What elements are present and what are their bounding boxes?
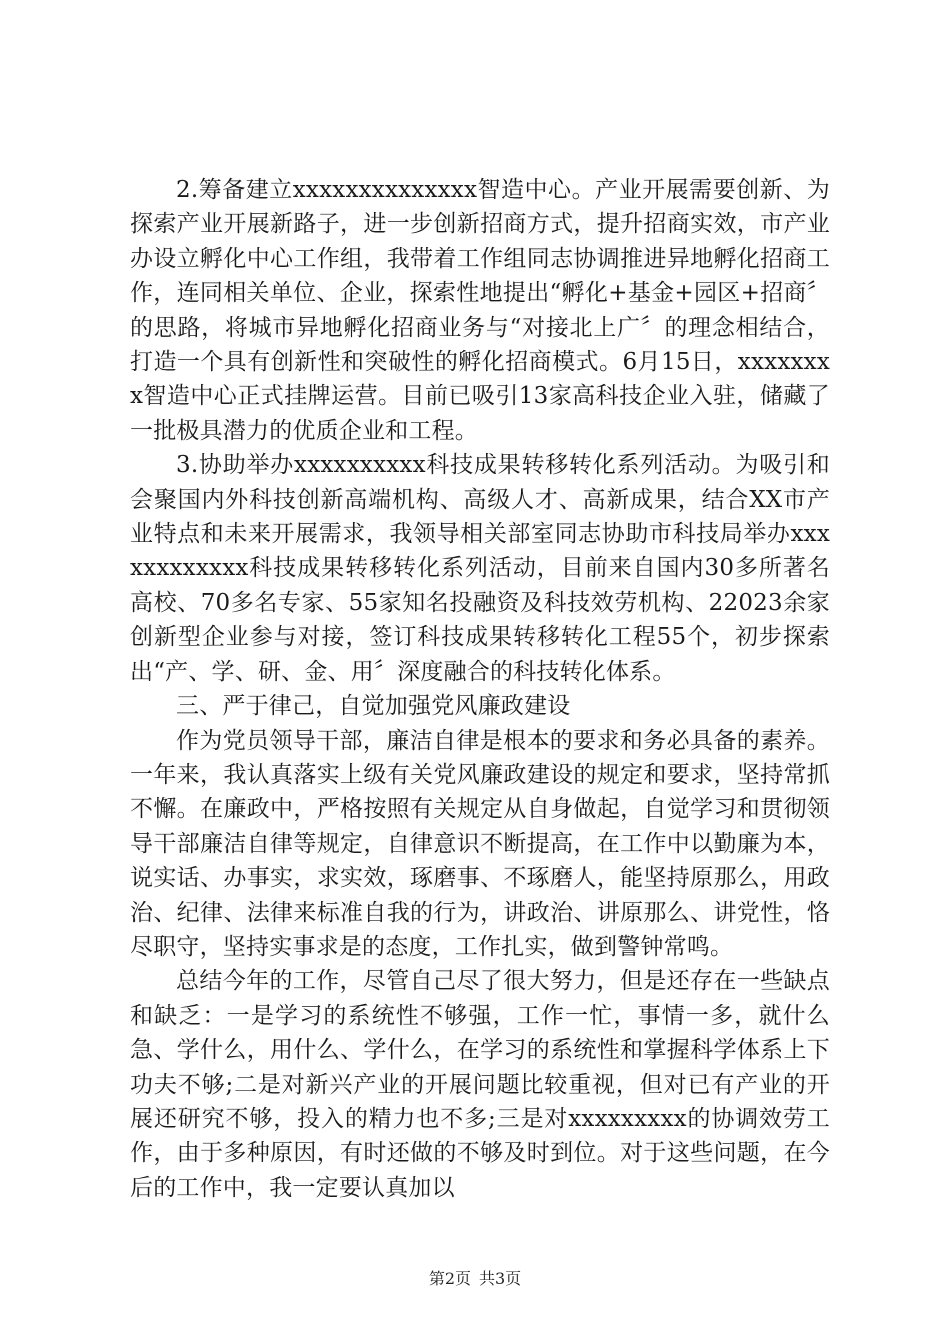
page-footer [0, 1269, 950, 1289]
paragraph-integrity-self-discipline: 作为党员领导干部，廉洁自律是根本的要求和务必具备的素养。一年来，我认真落实上级有关党风廉政建设的规定和要求，坚持常抓不懈。在廉政中，严格按照有关规定从自身做起，自觉学习和贯彻领导干部廉洁自律等规定，自律意识不断提高，在工作中以勤廉为本，说实话、办事实，求实效，琢磨事、不琢磨人，能坚持原那么，用政治、纪律、法律来标准自我的行为，讲政治、讲原那么、讲党性，恪尽职守，坚持实事求是的态度，工作扎实，做到警钟常鸣。 [130, 727, 830, 960]
document-body [130, 173, 830, 1205]
page-total: 共3页 [479, 1269, 522, 1288]
paragraph-smart-manufacturing-center: 2.筹备建立xxxxxxxxxxxxxx智造中心。产业开展需要创新、为探索产业开展新路子，进一步创新招商方式，提升招商实效，市产业办设立孵化中心工作组，我带着工作组同志协调推进异地孵化招商工作，连同相关单位、企业，探索性地提出“孵化+基金+园区+招商〞的思路，将城市异地孵化招商业务与“对接北上广〞的理念相结合，打造一个具有创新性和突破性的孵化招商模式。6月15日，xxxxxxxx智造中心正式挂牌运营。目前已吸引13家高科技企业入驻，储藏了一批极具潜力的优质企业和工程。 [130, 177, 830, 444]
paragraph-shortcomings-summary: 总结今年的工作，尽管自己尽了很大努力，但是还存在一些缺点和缺乏：一是学习的系统性不够强，工作一忙，事情一多，就什么急、学什么，用什么、学什么，在学习的系统性和掌握科学体系上下功夫不够;二是对新兴产业的开展问题比较重视，但对已有产业的开展还研究不够，投入的精力也不多;三是对xxxxxxxxx的协调效劳工作，由于多种原因，有时还做的不够及时到位。对于这些问题，在今后的工作中，我一定要认真加以 [130, 968, 830, 1201]
section-heading-integrity: 三、严于律己，自觉加强党风廉政建设 [176, 693, 571, 720]
page-number: 第2页 [428, 1269, 471, 1288]
paragraph-tech-transfer-activities: 3.协助举办xxxxxxxxxx科技成果转移转化系列活动。为吸引和会聚国内外科技创新高端机构、高级人才、高新成果，结合XX市产业特点和未来开展需求，我领导相关部室同志协助市科技局举办xxxxxxxxxxxx科技成果转移转化系列活动，目前来自国内30多所著名高校、70多名专家、55家知名投融资及科技效劳机构、22023余家创新型企业参与对接，签订科技成果转移转化工程55个，初步探索出“产、学、研、金、用〞深度融合的科技转化体系。 [130, 452, 830, 685]
